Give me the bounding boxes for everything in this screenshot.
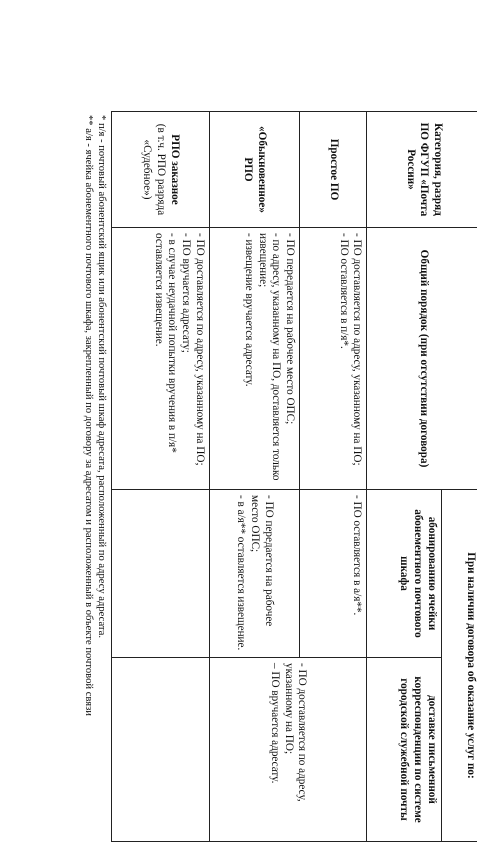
table-row: [300, 112, 367, 842]
table-row: [112, 112, 210, 842]
header-contract: При наличии договора об оказание услуг по:: [441, 490, 477, 842]
rotated-document-page: [75, 111, 477, 841]
table-header-row: [441, 112, 477, 842]
row-delivery: - ПО доставляется по адресу, указанному на ПО; – ПО вручается адресату.: [209, 658, 367, 842]
row-box: - ПО передается на рабочее место ОПС; - в а/я** оставляется извещение.: [209, 490, 300, 658]
footnotes: [82, 115, 107, 837]
footnote-box-cell: ** а/я - ячейка абонементного почтового шкафа, закрепленный по договору за адресатом и расположенный в объекте почтовой связи: [83, 115, 95, 716]
row-box: [112, 490, 210, 658]
delivery-rules-table: [111, 111, 477, 842]
row-general: - ПО доставляется по адресу, указанному на ПО; - ПО оставляется в п/я*.: [300, 228, 367, 490]
row-general: - ПО передается на рабочее место ОПС; - по адресу, указанному на ПО, доставляется только извещение; - извещение вручается адресату.: [209, 228, 300, 490]
footnote-po-box: * п/я - почтовый абонентский ящик или абонентский почтовый шкаф адресата, расположенный по адресу адресата.: [96, 115, 107, 638]
subheader-city-mail: доставке письменной корреспонденции по системе городской служебной почты: [367, 658, 441, 842]
header-general-order: Общий порядок (при отсутствии договора): [367, 228, 477, 490]
row-category: РПО заказное (в т.ч. РПО разряда «Судебное»): [112, 112, 210, 228]
row-delivery: [112, 658, 210, 842]
row-box: - ПО оставляется в а/я**.: [300, 490, 367, 658]
header-category: Категория, разряд ПО ФГУП «Почта России»: [367, 112, 477, 228]
subheader-box-rental: абонированию ячейки абонементного почтового шкафа: [367, 490, 441, 658]
row-category: Простое ПО: [300, 112, 367, 228]
row-general: - ПО доставляется по адресу, указанному на ПО; - ПО вручается адресату; - в случае неудачной попытки вручения в п/я* оставляется извещение.: [112, 228, 210, 490]
row-category: «Обыкновенное» РПО: [209, 112, 300, 228]
